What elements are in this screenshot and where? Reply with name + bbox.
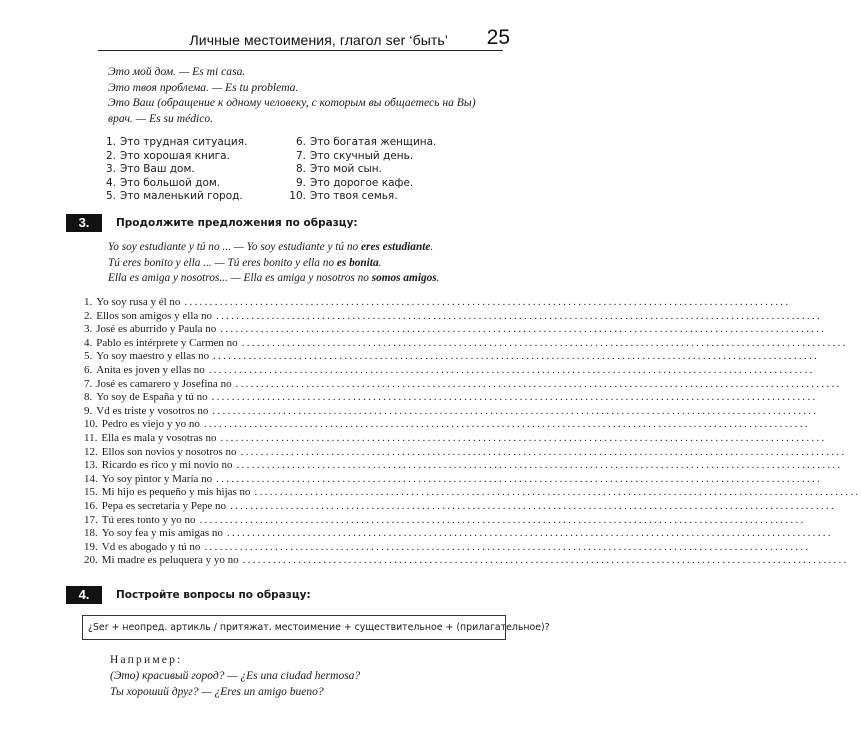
exercise-item-text: Mi hijo es pequeño y mis hijas no bbox=[101, 486, 251, 499]
section3-title: Продолжите предложения по образцу: bbox=[116, 217, 358, 229]
exercise-item-text: Tú eres tonto y yo no bbox=[101, 513, 196, 526]
item-number: 2. bbox=[105, 149, 116, 162]
answer-blank: ........................................................................................................................ bbox=[184, 296, 791, 308]
exercise-item-number: 15. bbox=[84, 486, 98, 499]
page-header bbox=[98, 28, 568, 58]
exercise-item-text: Ella es mala y vosotras no bbox=[101, 431, 217, 444]
answer-blank: ........................................................................................................................ bbox=[212, 404, 819, 417]
exercise-item-number: 16. bbox=[84, 499, 98, 512]
answer-blank: ........................................................................................................................ bbox=[208, 363, 815, 376]
exercise-item-number: 20. bbox=[84, 554, 98, 567]
section3-example-line bbox=[108, 271, 440, 287]
answer-blank: ........................................................................................................................ bbox=[199, 513, 806, 526]
list-item bbox=[96, 136, 247, 150]
exercise-item bbox=[84, 391, 818, 405]
answer-blank: ........................................................................................................................ bbox=[230, 499, 837, 512]
intro-examples bbox=[108, 64, 476, 126]
example-plain: Yo soy estudiante y tú no ... — Yo soy estudiante y tú no bbox=[108, 241, 362, 253]
exercise-item bbox=[84, 527, 833, 541]
section4-example-line: Ты хороший друг? — ¿Eres un amigo bueno? bbox=[110, 685, 324, 698]
item-number: 6. bbox=[295, 136, 306, 148]
item-text: Это богатая женщина. bbox=[310, 136, 437, 148]
exercise-item-number: 10. bbox=[84, 418, 98, 431]
exercise-item-text: Pedro es viejo y yo no bbox=[101, 418, 200, 431]
list-item bbox=[286, 190, 436, 204]
exercise-item bbox=[84, 363, 815, 378]
exercise-item-number: 5. bbox=[84, 350, 93, 363]
section3-number-badge: 3. bbox=[66, 214, 102, 232]
exercise-item bbox=[84, 336, 848, 351]
exercise-item-text: Vd es abogado y tú no bbox=[101, 540, 201, 553]
exercise2-left-column bbox=[96, 136, 247, 204]
section4-example-line: (Это) красивый город? — ¿Es una ciudad hermosa? bbox=[110, 670, 361, 682]
example-plain: Tú eres bonito y ella ... — Tú eres bonito y ella no bbox=[108, 256, 337, 269]
exercise-item-text: Yo soy rusa y él no bbox=[96, 296, 181, 308]
exercise-item-text: Yo soy de España y tú no bbox=[96, 391, 208, 404]
exercise-item bbox=[84, 296, 791, 310]
exercise-item-text: Vd es triste y vosotros no bbox=[96, 404, 209, 417]
exercise-item-number: 17. bbox=[84, 513, 98, 526]
exercise2-right-column bbox=[286, 136, 436, 204]
example-end: . bbox=[430, 241, 434, 253]
list-item bbox=[286, 150, 436, 164]
answer-blank: ........................................................................................................................ bbox=[216, 472, 823, 485]
example-end: . bbox=[378, 256, 382, 269]
exercise-item-number: 3. bbox=[84, 323, 93, 336]
list-item bbox=[286, 177, 436, 191]
section3-exercise-list bbox=[84, 296, 861, 568]
exercise-item-text: José es aburrido y Paula no bbox=[96, 323, 217, 336]
section4-examples bbox=[110, 669, 360, 700]
exercise-item-number: 6. bbox=[84, 363, 93, 376]
example-answer: es bonita bbox=[336, 256, 379, 269]
exercise-item-text: Mi madre es peluquera y yo no bbox=[101, 554, 239, 567]
answer-blank: ........................................................................................................................ bbox=[204, 540, 811, 553]
exercise-item-text: José es camarero y Josefina no bbox=[96, 377, 232, 390]
answer-blank: ........................................................................................................................ bbox=[240, 445, 847, 458]
answer-blank: ........................................................................................................................ bbox=[226, 527, 833, 540]
example-plain: Ella es amiga y nosotros... — Ella es amiga y nosotros no bbox=[108, 272, 372, 285]
exercise-item-number: 12. bbox=[84, 445, 98, 458]
answer-blank: ........................................................................................................................ bbox=[216, 309, 823, 322]
answer-blank: ........................................................................................................................ bbox=[213, 350, 820, 363]
exercise-item-number: 8. bbox=[84, 391, 93, 404]
list-item bbox=[96, 163, 247, 177]
exercise-item-text: Ellos son amigos y ella no bbox=[96, 309, 213, 322]
exercise-item bbox=[84, 540, 811, 555]
section3-examples bbox=[108, 240, 440, 287]
exercise-item bbox=[84, 513, 806, 528]
item-text: Это маленький город. bbox=[120, 190, 243, 203]
section4-number-badge: 4. bbox=[66, 586, 102, 604]
answer-blank: ........................................................................................................................ bbox=[236, 459, 843, 472]
exercise-item bbox=[84, 472, 823, 487]
page-header-title: Личные местоимения, глагол ser ‘быть’ bbox=[189, 32, 448, 48]
exercise-item-text: Ellos son novios y nosotros no bbox=[101, 445, 237, 458]
exercise-item-number: 11. bbox=[84, 431, 98, 444]
exercise-item-number: 13. bbox=[84, 459, 98, 472]
example-answer: eres estudiante bbox=[361, 241, 431, 253]
answer-blank: ........................................................................................................................ bbox=[241, 336, 848, 349]
exercise-item bbox=[84, 350, 820, 364]
header-divider bbox=[98, 50, 503, 51]
grammar-formula-box: ¿Ser + неопред. артикль / притяжат. местоимение + существительное + (прилагательное)? bbox=[82, 615, 506, 640]
exercise-item bbox=[84, 445, 847, 460]
item-number: 7. bbox=[295, 149, 306, 162]
item-number: 1. bbox=[105, 136, 116, 148]
item-number: 9. bbox=[295, 176, 306, 189]
answer-blank: ........................................................................................................................ bbox=[220, 323, 827, 336]
exercise-item-text: Yo soy maestro y ellas no bbox=[96, 350, 210, 363]
answer-blank: ........................................................................................................................ bbox=[235, 377, 842, 390]
item-number: 4. bbox=[105, 176, 116, 189]
exercise-item bbox=[84, 377, 842, 392]
exercise-item-text: Yo soy fea y mis amigas no bbox=[101, 527, 223, 540]
answer-blank: ........................................................................................................................ bbox=[203, 418, 810, 431]
item-number: 8. bbox=[295, 163, 306, 176]
item-number: 5. bbox=[105, 190, 116, 203]
exercise-item-text: Anita es joven y ellas no bbox=[96, 363, 205, 376]
item-text: Это твоя семья. bbox=[310, 190, 398, 203]
exercise-item-number: 4. bbox=[84, 336, 93, 349]
exercise-item-number: 2. bbox=[84, 309, 93, 322]
answer-blank: ........................................................................................................................ bbox=[242, 554, 849, 567]
exercise-item-text: Pablo es intérprete y Carmen no bbox=[96, 336, 238, 349]
exercise-item bbox=[84, 459, 843, 473]
list-item bbox=[286, 163, 436, 177]
example-label: Например: bbox=[110, 654, 183, 666]
item-text: Это хорошая книга. bbox=[120, 149, 230, 162]
exercise-item bbox=[84, 486, 861, 500]
exercise-item bbox=[84, 418, 810, 432]
example-answer: somos amigos bbox=[371, 272, 437, 285]
item-text: Это скучный день. bbox=[310, 149, 414, 162]
item-text: Это большой дом. bbox=[120, 176, 221, 189]
list-item bbox=[96, 190, 247, 204]
example-end: . bbox=[436, 272, 440, 285]
exercise-item-number: 18. bbox=[84, 527, 98, 540]
exercise-item bbox=[84, 404, 819, 419]
exercise-item bbox=[84, 323, 827, 337]
exercise-item-number: 7. bbox=[84, 377, 93, 390]
intro-example-line: Это Ваш (обращение к одному человеку, с которым вы общаетесь на Вы) bbox=[108, 96, 476, 110]
exercise-item-number: 9. bbox=[84, 404, 93, 417]
answer-blank: ........................................................................................................................ bbox=[211, 391, 818, 404]
exercise-item-text: Ricardo es rico y mi novio no bbox=[101, 459, 233, 472]
item-number: 10. bbox=[289, 190, 306, 203]
intro-example-line: врач. — Es su médico. bbox=[108, 111, 214, 125]
list-item bbox=[96, 150, 247, 164]
item-number: 3. bbox=[105, 163, 116, 176]
answer-blank: ........................................................................................................................ bbox=[254, 486, 861, 499]
exercise-item bbox=[84, 554, 849, 568]
list-item bbox=[286, 136, 436, 150]
section4-title: Постройте вопросы по образцу: bbox=[116, 589, 311, 601]
exercise-item bbox=[84, 499, 837, 514]
item-text: Это Ваш дом. bbox=[120, 163, 195, 176]
list-item bbox=[96, 177, 247, 191]
section3-example-line bbox=[108, 240, 440, 256]
item-text: Это дорогое кафе. bbox=[310, 176, 414, 189]
answer-blank: ........................................................................................................................ bbox=[220, 431, 827, 444]
exercise-item-number: 19. bbox=[84, 540, 98, 553]
page-number: 25 bbox=[486, 26, 510, 49]
exercise-item bbox=[84, 431, 827, 446]
item-text: Это мой сын. bbox=[310, 163, 382, 176]
exercise-item-number: 14. bbox=[84, 472, 98, 485]
exercise-item-text: Pepa es secretaria y Pepe no bbox=[101, 499, 227, 512]
exercise-item-number: 1. bbox=[84, 296, 93, 308]
item-text: Это трудная ситуация. bbox=[120, 136, 248, 148]
exercise-item-text: Yo soy pintor y María no bbox=[101, 472, 213, 485]
section3-example-line bbox=[108, 256, 440, 272]
intro-example-line: Это твоя проблема. — Es tu problema. bbox=[108, 80, 299, 94]
exercise-item bbox=[84, 309, 823, 324]
intro-example-line: Это мой дом. — Es mi casa. bbox=[108, 65, 246, 78]
